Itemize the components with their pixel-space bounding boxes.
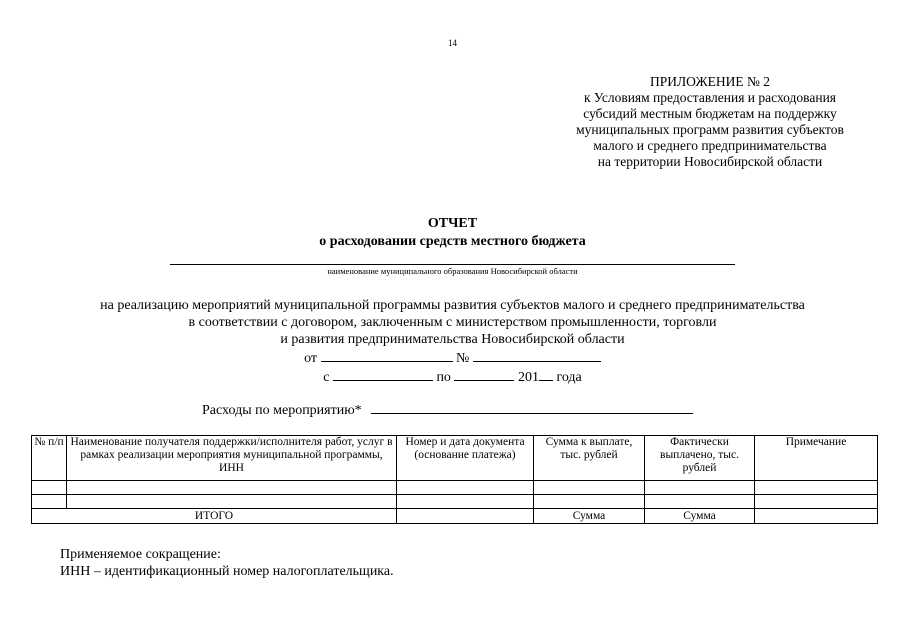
col-header-document: Номер и дата документа (основание платежа) <box>397 436 534 481</box>
agreement-line <box>0 348 905 367</box>
total-note-cell[interactable] <box>755 509 878 524</box>
table-cell[interactable] <box>67 481 397 495</box>
number-label: № <box>456 351 470 366</box>
table-cell[interactable] <box>534 495 645 509</box>
period-line <box>0 367 905 386</box>
table-cell[interactable] <box>755 481 878 495</box>
table-cell[interactable] <box>645 481 755 495</box>
table-cell[interactable] <box>67 495 397 509</box>
table-cell[interactable] <box>32 495 67 509</box>
table-cell[interactable] <box>397 495 534 509</box>
purpose-block <box>0 297 905 386</box>
period-from-field[interactable] <box>333 367 433 381</box>
col-header-number: № п/п <box>32 436 67 481</box>
appendix-line: к Условиям предоставления и расходования <box>583 90 837 105</box>
col-header-recipient: Наименование получателя поддержки/исполнителя работ, услуг в рамках реализации мероприятия муниципальной программы, ИНН <box>67 436 397 481</box>
footnote-line2: ИНН – идентификационный номер налогоплательщика. <box>60 564 394 579</box>
footnote <box>60 546 394 580</box>
table-cell[interactable] <box>645 495 755 509</box>
agreement-number-field[interactable] <box>473 348 601 362</box>
table-header-row <box>32 436 878 481</box>
purpose-line3: и развития предпринимательства Новосибирской области <box>280 332 625 347</box>
municipality-caption: наименование муниципального образования Новосибирской области <box>327 266 578 276</box>
table-cell[interactable] <box>397 481 534 495</box>
report-table <box>31 435 878 524</box>
expenses-row <box>202 400 693 419</box>
table-row <box>32 481 878 495</box>
appendix-line: муниципальных программ развития субъектов <box>576 122 844 137</box>
appendix-line: малого и среднего предпринимательства <box>593 138 827 153</box>
appendix-line: на территории Новосибирской области <box>597 154 823 169</box>
col-header-sum-paid: Фактически выплачено, тыс. рублей <box>645 436 755 481</box>
total-label: ИТОГО <box>32 509 397 524</box>
report-title-line1: ОТЧЕТ <box>427 216 478 231</box>
total-sum-paid: Сумма <box>645 509 755 524</box>
table-cell[interactable] <box>534 481 645 495</box>
table-row <box>32 495 878 509</box>
agreement-date-field[interactable] <box>321 348 453 362</box>
year-prefix: 201 <box>517 370 539 385</box>
municipality-fill-line[interactable] <box>170 264 735 265</box>
period-to-label: по <box>436 370 451 385</box>
table-cell[interactable] <box>32 481 67 495</box>
expenses-label: Расходы по мероприятию* <box>202 403 362 418</box>
year-field[interactable] <box>539 367 553 381</box>
appendix-block <box>540 74 880 170</box>
period-to-field[interactable] <box>454 367 514 381</box>
total-sum-to-pay: Сумма <box>534 509 645 524</box>
report-title-line2: о расходовании средств местного бюджета <box>319 234 586 249</box>
expenses-field[interactable] <box>371 400 693 414</box>
total-document-cell[interactable] <box>397 509 534 524</box>
from-label: от <box>304 351 318 366</box>
appendix-line: субсидий местным бюджетам на поддержку <box>583 106 837 121</box>
col-header-sum-to-pay: Сумма к выплате, тыс. рублей <box>534 436 645 481</box>
table-total-row <box>32 509 878 524</box>
table-cell[interactable] <box>755 495 878 509</box>
purpose-line2: в соответствии с договором, заключенным с министерством промышленности, торговли <box>188 315 717 330</box>
col-header-note: Примечание <box>755 436 878 481</box>
page-number: 14 <box>448 38 457 48</box>
report-title <box>0 215 905 251</box>
year-suffix: года <box>556 370 582 385</box>
period-from-label: с <box>323 370 330 385</box>
purpose-line1: на реализацию мероприятий муниципальной программы развития субъектов малого и среднего предпринимательства <box>100 298 805 313</box>
appendix-heading: ПРИЛОЖЕНИЕ № 2 <box>649 74 771 89</box>
footnote-line1: Применяемое сокращение: <box>60 547 221 562</box>
